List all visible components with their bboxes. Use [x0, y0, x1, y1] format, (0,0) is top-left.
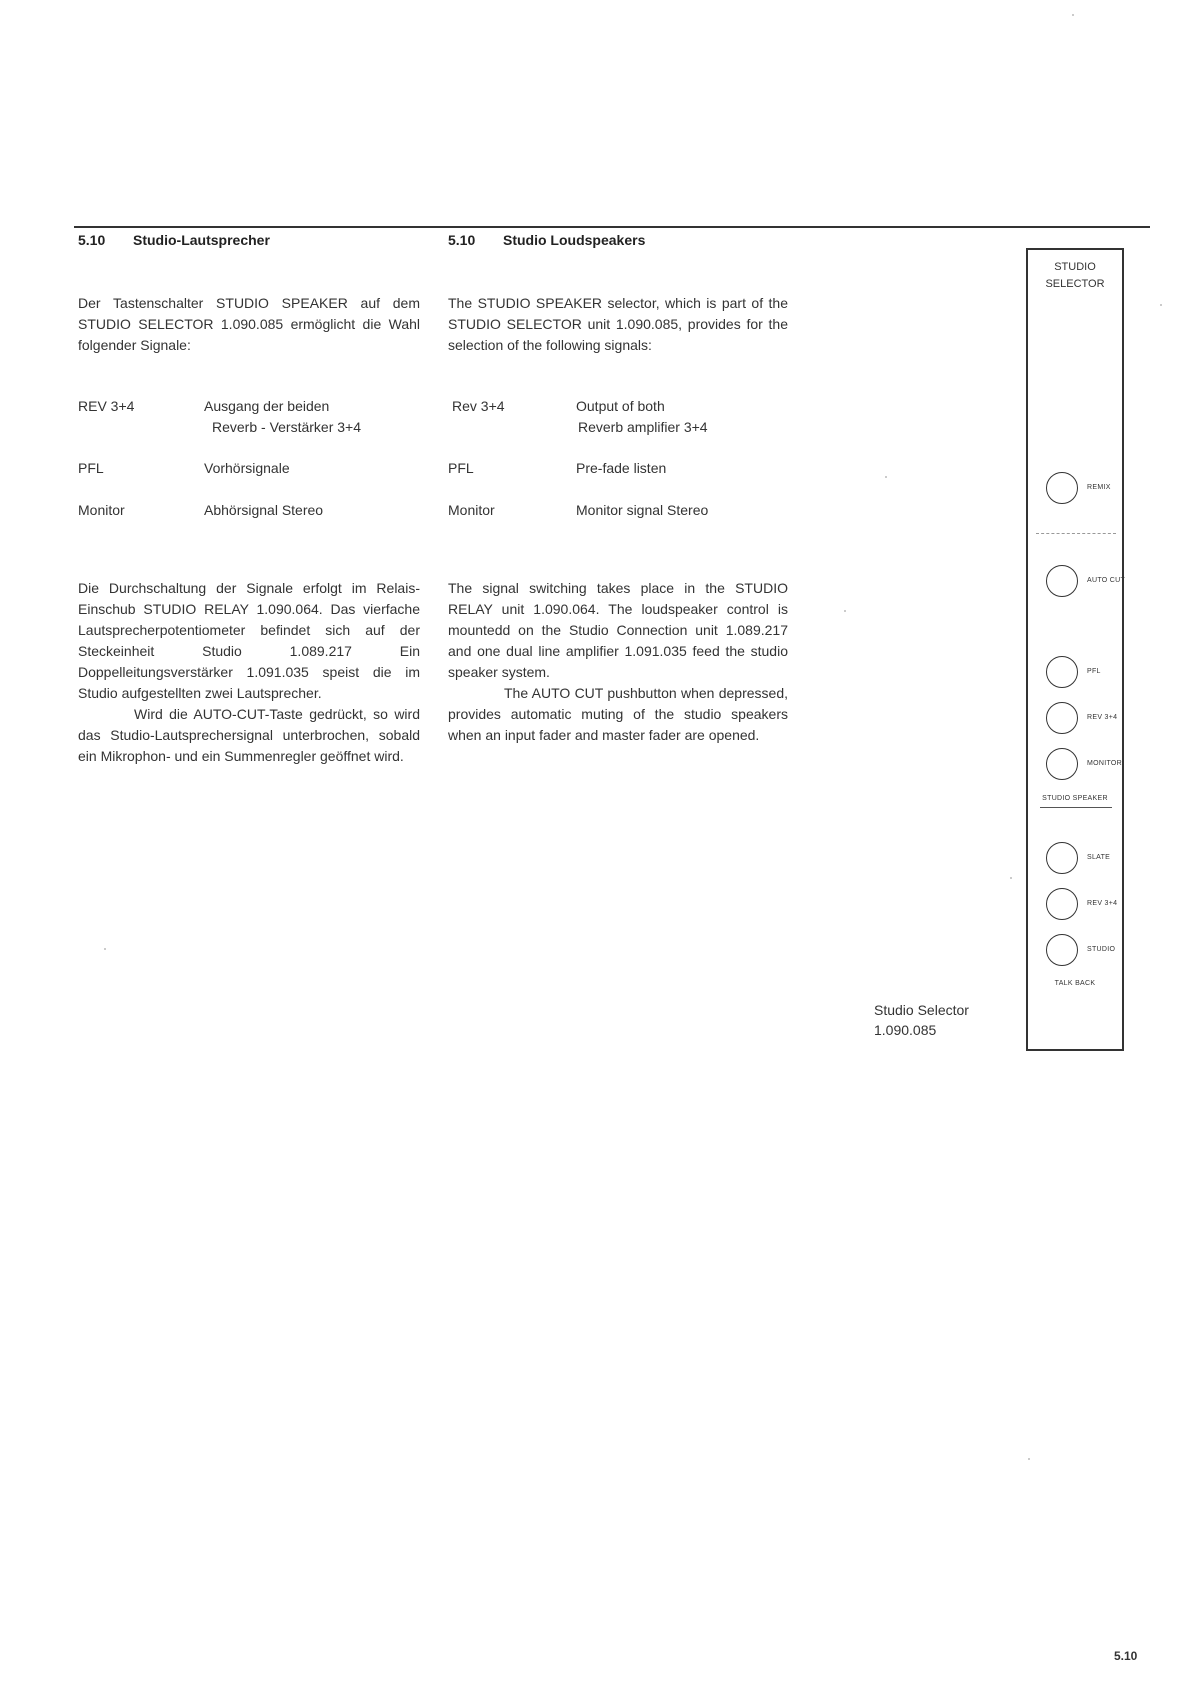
en-section-title: Studio Loudspeakers [503, 232, 646, 248]
talk-back-group-label: TALK BACK [1054, 980, 1096, 987]
figure-caption [874, 1000, 969, 1040]
studio-speaker-group-label: STUDIO SPEAKER [1042, 795, 1108, 802]
en-term-rev: Rev 3+4 [452, 398, 505, 414]
monitor-button[interactable] [1046, 748, 1078, 780]
de-section-title: Studio-Lautsprecher [133, 232, 270, 248]
panel-divider [1036, 533, 1116, 534]
en-desc-pfl: Pre-fade listen [576, 460, 667, 476]
de-desc-monitor: Abhörsignal Stereo [204, 502, 324, 518]
header-rule [74, 226, 1150, 228]
panel-title-line2: SELECTOR [1045, 278, 1105, 290]
en-term-pfl: PFL [448, 460, 474, 476]
studio-label: STUDIO [1087, 946, 1116, 953]
pfl-button[interactable] [1046, 656, 1078, 688]
de-term-monitor: Monitor [78, 502, 125, 518]
auto-cut-button[interactable] [1046, 565, 1078, 597]
scan-speck [104, 948, 106, 950]
de-desc-rev-1: Ausgang der beiden [204, 398, 330, 414]
en-desc-monitor: Monitor signal Stereo [576, 502, 709, 518]
slate-button[interactable] [1046, 842, 1078, 874]
de-body-p1: Die Durchschaltung der Signale erfolgt im Relais-Einschub STUDIO RELAY 1.090.064. Das vierfache Lautsprecherpotentiometer befindet sich auf der Steckeinheit Studio 1.089.217 Ein Doppelleitungsverstärker 1.091.035 speist die im Studio aufgestellten zwei Lautsprecher. [78, 580, 420, 701]
monitor-label: MONITOR [1087, 760, 1123, 767]
de-body [78, 578, 420, 767]
en-body-p2: The AUTO CUT pushbutton when depressed, provides automatic muting of the studio speakers when an input fader and master fader are opened. [448, 685, 788, 743]
de-intro [78, 293, 420, 356]
pfl-label: PFL [1087, 668, 1101, 675]
rev34-talkback-button[interactable] [1046, 888, 1078, 920]
en-body-p1: The signal switching takes place in the STUDIO RELAY unit 1.090.064. The loudspeaker control is mountedd on the Studio Connection unit 1.089.217 and one dual line amplifier 1.091.035 feed the studio speaker system. [448, 580, 788, 680]
rev34-label: REV 3+4 [1087, 714, 1118, 721]
caption-line1: Studio Selector [874, 1002, 969, 1018]
de-desc-pfl: Vorhörsignale [204, 460, 290, 476]
de-term-rev: REV 3+4 [78, 398, 135, 414]
en-body [448, 578, 788, 746]
en-term-monitor: Monitor [448, 502, 495, 518]
panel-title [1028, 259, 1122, 293]
rev34-button[interactable] [1046, 702, 1078, 734]
scan-speck [1028, 1458, 1030, 1460]
auto-cut-label: AUTO CUT [1087, 577, 1126, 584]
studio-speaker-group-line [1040, 807, 1112, 808]
scan-speck [885, 476, 887, 478]
remix-label: REMIX [1087, 484, 1111, 491]
page-number: 5.10 [1114, 1649, 1138, 1663]
slate-label: SLATE [1087, 854, 1111, 861]
scan-speck [1010, 877, 1012, 879]
de-intro-text: Der Tastenschalter STUDIO SPEAKER auf dem STUDIO SELECTOR 1.090.085 ermöglicht die Wahl folgender Signale: [78, 295, 420, 353]
en-intro-text: The STUDIO SPEAKER selector, which is part of the STUDIO SELECTOR unit 1.090.085, provides for the selection of the following signals: [448, 295, 788, 353]
de-section-number: 5.10 [78, 232, 106, 248]
de-term-pfl: PFL [78, 460, 104, 476]
studio-button[interactable] [1046, 934, 1078, 966]
scan-speck [844, 610, 846, 612]
remix-button[interactable] [1046, 472, 1078, 504]
de-body-p2: Wird die AUTO-CUT-Taste gedrückt, so wird das Studio-Lautsprechersignal unterbrochen, sobald ein Mikrophon- und ein Summenregler geöffnet wird. [78, 706, 420, 764]
de-desc-rev-2: Reverb - Verstärker 3+4 [212, 419, 362, 435]
en-intro [448, 293, 788, 356]
studio-selector-panel [1026, 248, 1124, 1051]
en-section-number: 5.10 [448, 232, 476, 248]
scan-speck [1160, 304, 1162, 306]
scan-speck [1072, 14, 1074, 16]
panel-title-line1: STUDIO [1054, 261, 1096, 273]
caption-line2: 1.090.085 [874, 1022, 937, 1038]
rev34-talkback-label: REV 3+4 [1087, 900, 1118, 907]
en-desc-rev-2: Reverb amplifier 3+4 [578, 419, 708, 435]
en-desc-rev-1: Output of both [576, 398, 665, 414]
